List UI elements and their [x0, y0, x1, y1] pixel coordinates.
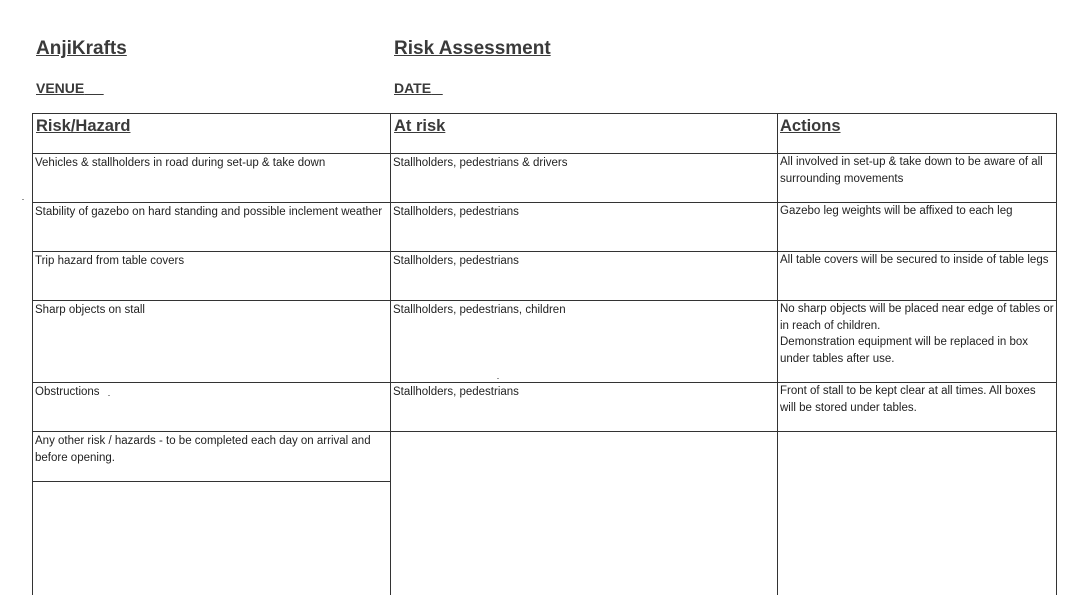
scan-speck: [108, 395, 110, 396]
action-line: Front of stall to be kept clear at all times. All boxes: [780, 385, 1036, 397]
action-line: Demonstration equipment will be replaced in box: [780, 336, 1029, 348]
hazard-cell: Obstructions: [35, 386, 100, 398]
at-risk-cell: Stallholders, pedestrians: [393, 386, 519, 398]
row-divider: [33, 481, 390, 482]
actions-cell: [780, 154, 1054, 187]
column-header-risk-hazard: Risk/Hazard: [36, 117, 131, 135]
hazard-cell: Stability of gazebo on hard standing and possible inclement weather: [35, 206, 383, 218]
at-risk-cell: Stallholders, pedestrians: [393, 255, 519, 267]
scan-speck: [497, 378, 499, 379]
hazard-line: before opening.: [35, 451, 115, 464]
hazard-cell: Trip hazard from table covers: [35, 255, 185, 267]
hazard-cell: [35, 433, 387, 466]
date-field: [394, 80, 443, 96]
document-title: Risk Assessment: [394, 38, 551, 59]
column-header-actions: Actions: [780, 117, 841, 135]
actions-cell: [780, 383, 1054, 416]
venue-blank: [84, 80, 103, 96]
action-line: All involved in set-up & take down to be aware of all: [780, 156, 1043, 168]
action-line: No sharp objects will be placed near edge of tables or: [780, 303, 1054, 315]
venue-field: [36, 80, 104, 96]
action-line: in reach of children.: [780, 319, 881, 332]
hazard-cell: Vehicles & stallholders in road during set-up & take down: [35, 157, 326, 169]
column-divider: [390, 114, 391, 595]
venue-label: VENUE: [36, 80, 85, 96]
at-risk-cell: Stallholders, pedestrians: [393, 206, 519, 218]
column-header-at-risk: At risk: [394, 117, 446, 135]
risk-table: [32, 113, 1057, 595]
org-name: AnjiKrafts: [36, 38, 127, 59]
hazard-line: Any other risk / hazards - to be completed each day on arrival and: [35, 435, 371, 447]
action-line: surrounding movements: [780, 172, 904, 185]
hazard-cell: Sharp objects on stall: [35, 304, 145, 316]
column-divider: [777, 114, 778, 595]
actions-cell: [780, 203, 1054, 220]
date-blank: [431, 80, 443, 96]
at-risk-cell: Stallholders, pedestrians, children: [393, 304, 566, 316]
scan-speck: [22, 199, 24, 200]
date-label: DATE: [394, 80, 432, 96]
action-line: will be stored under tables.: [780, 401, 917, 414]
action-line: All table covers will be secured to inside of table legs: [780, 254, 1049, 266]
row-divider: [33, 431, 1056, 432]
actions-cell: [780, 252, 1054, 269]
action-line: Gazebo leg weights will be affixed to each leg: [780, 205, 1013, 217]
at-risk-cell: Stallholders, pedestrians & drivers: [393, 157, 568, 169]
action-line: under tables after use.: [780, 352, 895, 365]
actions-cell: [780, 301, 1054, 367]
